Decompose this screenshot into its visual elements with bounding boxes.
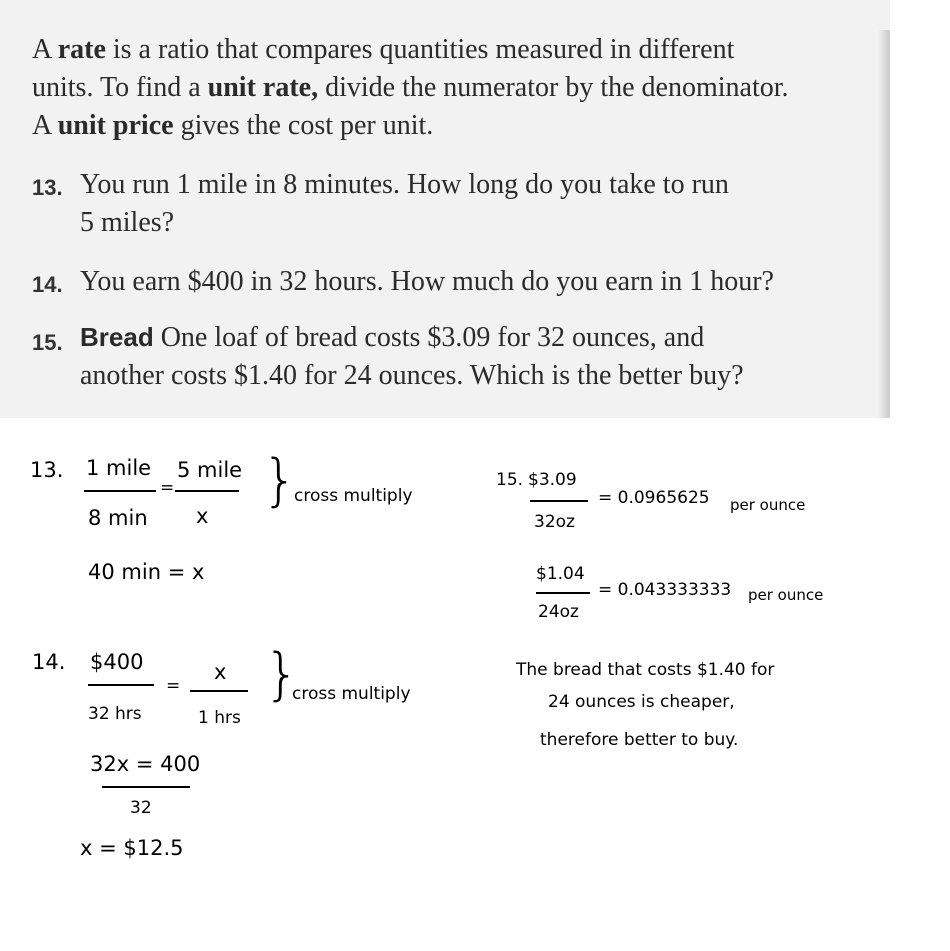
work-13-result: 40 min = x bbox=[88, 560, 205, 584]
intro-line-1: A rate is a ratio that compares quantities measured in different bbox=[32, 34, 735, 65]
problem-13-line-1: You run 1 mile in 8 minutes. How long do you take to run bbox=[80, 169, 729, 200]
work-14-fraction-bar-1 bbox=[88, 684, 154, 686]
problem-15-line-2: another costs $1.40 for 24 ounces. Which is the better buy? bbox=[80, 360, 744, 391]
work-14-label: 14. bbox=[32, 650, 66, 674]
work-15-unit-2: per ounce bbox=[748, 586, 824, 604]
work-15-result-1: = 0.0965625 bbox=[598, 488, 710, 508]
term-unit-rate: unit rate, bbox=[207, 72, 319, 103]
page-edge-shadow bbox=[878, 30, 890, 418]
work-13-fraction-bar-1 bbox=[84, 490, 156, 492]
problem-15-line-1: Bread One loaf of bread costs $3.09 for 32 ounces, and bbox=[80, 322, 705, 353]
work-14-equals: = bbox=[166, 676, 181, 696]
problem-13-line-2: 5 miles? bbox=[80, 207, 175, 238]
work-15-result-2: = 0.043333333 bbox=[598, 580, 732, 600]
work-14-fraction-bar-2 bbox=[190, 690, 248, 692]
work-13-denominator-2: x bbox=[196, 504, 209, 528]
work-14-fraction-bar-3 bbox=[102, 786, 190, 788]
work-15-denominator-1: 32oz bbox=[534, 512, 575, 532]
work-15-numerator-1: $3.09 bbox=[528, 470, 577, 490]
work-15-conclusion-3: therefore better to buy. bbox=[540, 730, 739, 750]
problem-14-line-1: You earn $400 in 32 hours. How much do you earn in 1 hour? bbox=[80, 266, 774, 297]
work-15-denominator-2: 24oz bbox=[538, 602, 579, 622]
work-13-equals: = bbox=[160, 478, 175, 498]
work-14-denominator-1: 32 hrs bbox=[88, 704, 142, 724]
work-13-numerator-2: 5 mile bbox=[177, 458, 243, 482]
work-15-label: 15. bbox=[496, 470, 524, 490]
work-13-denominator-1: 8 min bbox=[88, 506, 148, 530]
problem-15-number: 15. bbox=[32, 330, 63, 355]
work-15-conclusion-2: 24 ounces is cheaper, bbox=[548, 692, 735, 712]
term-rate: rate bbox=[57, 34, 106, 65]
problem-15-title: Bread bbox=[80, 322, 154, 352]
work-15-numerator-2: $1.04 bbox=[536, 564, 585, 584]
work-15-fraction-bar-1 bbox=[530, 500, 588, 502]
work-14-step-2: 32 bbox=[130, 798, 152, 818]
work-14-numerator-1: $400 bbox=[90, 650, 144, 674]
work-13-label: 13. bbox=[30, 458, 64, 482]
work-15-unit-1: per ounce bbox=[730, 496, 806, 514]
work-14-numerator-2: x bbox=[214, 660, 227, 684]
work-14-denominator-2: 1 hrs bbox=[198, 708, 241, 728]
work-14-step-1: 32x = 400 bbox=[90, 752, 201, 776]
work-13-brace: } bbox=[262, 448, 298, 513]
work-14-brace: } bbox=[264, 642, 300, 707]
problem-14-number: 14. bbox=[32, 272, 63, 297]
work-13-note: cross multiply bbox=[294, 486, 413, 506]
work-13-numerator-1: 1 mile bbox=[86, 456, 152, 480]
work-13-fraction-bar-2 bbox=[175, 490, 239, 492]
work-14-note: cross multiply bbox=[292, 684, 411, 704]
intro-line-2: units. To find a unit rate, divide the numerator by the denominator. bbox=[32, 72, 789, 103]
work-14-answer: x = $12.5 bbox=[80, 836, 184, 860]
work-15-conclusion-1: The bread that costs $1.40 for bbox=[516, 660, 775, 680]
term-unit-price: unit price bbox=[57, 110, 174, 141]
intro-line-3: A unit price gives the cost per unit. bbox=[32, 110, 434, 141]
work-15-fraction-bar-2 bbox=[536, 592, 590, 594]
problem-13-number: 13. bbox=[32, 175, 63, 200]
